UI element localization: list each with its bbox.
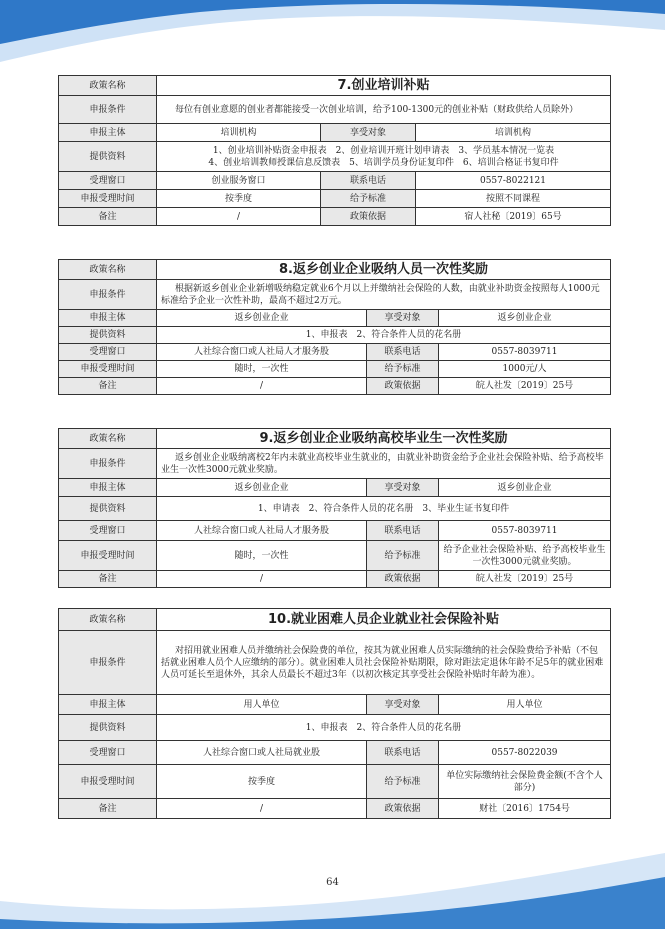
policy-table-8	[58, 259, 611, 395]
policy-title: 8.返乡创业企业吸纳人员一次性奖励	[157, 260, 611, 280]
row-label-materials: 提供资料	[59, 142, 157, 172]
row-label-subject: 申报主体	[59, 479, 157, 497]
policy-title: 7.创业培训补贴	[157, 76, 611, 96]
policy-materials: 1、申报表 2、符合条件人员的花名册	[157, 327, 611, 344]
policy-basis: 皖人社发〔2019〕25号	[439, 378, 611, 395]
policy-table-7	[58, 75, 611, 226]
row-label-standard: 给予标准	[367, 541, 439, 571]
row-label-remark: 备注	[59, 378, 157, 395]
row-label-target: 享受对象	[321, 124, 416, 142]
policy-phone: 0557-8039711	[439, 344, 611, 361]
policy-conditions: 返乡创业企业吸纳离校2年内未就业高校毕业生就业的，由就业补助资金给予企业社会保险补贴、给予高校毕业生一次性3000元就业奖励。	[157, 449, 611, 479]
policy-subject: 返乡创业企业	[157, 310, 367, 327]
materials-line: 1、创业培训补贴资金申报表 2、创业培训开班计划申请表 3、学员基本情况一览表	[212, 145, 555, 156]
policy-title: 9.返乡创业企业吸纳高校毕业生一次性奖励	[157, 429, 611, 449]
row-label-time: 申报受理时间	[59, 765, 157, 799]
row-label-subject: 申报主体	[59, 124, 157, 142]
page-number: 64	[326, 877, 339, 888]
policy-standard: 按照不同课程	[416, 190, 611, 208]
row-label-name: 政策名称	[59, 260, 157, 280]
row-label-window: 受理窗口	[59, 172, 157, 190]
row-label-basis: 政策依据	[367, 799, 439, 819]
policy-conditions: 每位有创业意愿的创业者都能接受一次创业培训，给予100-1300元的创业补贴（财政供给人员除外）	[157, 96, 611, 124]
row-label-target: 享受对象	[367, 310, 439, 327]
policy-remark: /	[157, 799, 367, 819]
row-label-materials: 提供资料	[59, 327, 157, 344]
row-label-standard: 给予标准	[321, 190, 416, 208]
row-label-target: 享受对象	[367, 479, 439, 497]
policy-phone: 0557-8022039	[439, 741, 611, 765]
row-label-subject: 申报主体	[59, 310, 157, 327]
policy-target: 培训机构	[416, 124, 611, 142]
policy-materials: 1、申报表 2、符合条件人员的花名册	[157, 715, 611, 741]
row-label-target: 享受对象	[367, 695, 439, 715]
row-label-basis: 政策依据	[367, 571, 439, 588]
policy-table-9	[58, 428, 611, 588]
policy-remark: /	[157, 378, 367, 395]
policy-standard: 单位实际缴纳社会保险费金额(不含个人部分)	[439, 765, 611, 799]
policy-basis: 财社〔2016〕1754号	[439, 799, 611, 819]
policy-time: 随时，一次性	[157, 541, 367, 571]
row-label-remark: 备注	[59, 571, 157, 588]
row-label-basis: 政策依据	[321, 208, 416, 226]
row-label-time: 申报受理时间	[59, 190, 157, 208]
row-label-conditions: 申报条件	[59, 280, 157, 310]
row-label-standard: 给予标准	[367, 361, 439, 378]
row-label-standard: 给予标准	[367, 765, 439, 799]
policy-target: 用人单位	[439, 695, 611, 715]
policy-table-10	[58, 608, 611, 819]
policy-basis: 皖人社发〔2019〕25号	[439, 571, 611, 588]
policy-remark: /	[157, 571, 367, 588]
row-label-window: 受理窗口	[59, 344, 157, 361]
policy-subject: 用人单位	[157, 695, 367, 715]
policy-title: 10.就业困难人员企业就业社会保险补贴	[157, 609, 611, 631]
policy-time: 按季度	[157, 190, 321, 208]
row-label-name: 政策名称	[59, 76, 157, 96]
row-label-materials: 提供资料	[59, 497, 157, 521]
row-label-subject: 申报主体	[59, 695, 157, 715]
row-label-window: 受理窗口	[59, 741, 157, 765]
policy-materials	[157, 142, 611, 172]
policy-phone: 0557-8022121	[416, 172, 611, 190]
row-label-conditions: 申报条件	[59, 631, 157, 695]
row-label-name: 政策名称	[59, 609, 157, 631]
policy-basis: 宿人社秘〔2019〕65号	[416, 208, 611, 226]
policy-conditions: 对招用就业困难人员并缴纳社会保险费的单位，按其为就业困难人员实际缴纳的社会保险费给予补贴（不包括就业困难人员个人应缴纳的部分）。就业困难人员社会保险补贴期限，除对距法定退休年龄不足5年的就业困难人员可延长至退休外，其余人员最长不超过3年（以初次核定其享受社会保险补贴时年龄为准）。	[157, 631, 611, 695]
policy-target: 返乡创业企业	[439, 479, 611, 497]
row-label-time: 申报受理时间	[59, 541, 157, 571]
row-label-conditions: 申报条件	[59, 96, 157, 124]
policy-window: 人社综合窗口或人社局人才服务股	[157, 521, 367, 541]
policy-standard: 给予企业社会保险补贴、给予高校毕业生一次性3000元就业奖励。	[439, 541, 611, 571]
row-label-phone: 联系电话	[367, 741, 439, 765]
row-label-time: 申报受理时间	[59, 361, 157, 378]
policy-target: 返乡创业企业	[439, 310, 611, 327]
policy-window: 人社综合窗口或人社局就业股	[157, 741, 367, 765]
policy-time: 随时，一次性	[157, 361, 367, 378]
top-wave-decoration	[0, 0, 665, 80]
policy-conditions: 根据新返乡创业企业新增吸纳稳定就业6个月以上并缴纳社会保险的人数，由就业补助资金按照每人1000元标准给予企业一次性补助，最高不超过2万元。	[157, 280, 611, 310]
policy-phone: 0557-8039711	[439, 521, 611, 541]
policy-standard: 1000元/人	[439, 361, 611, 378]
row-label-name: 政策名称	[59, 429, 157, 449]
policy-remark: /	[157, 208, 321, 226]
policy-subject: 培训机构	[157, 124, 321, 142]
row-label-conditions: 申报条件	[59, 449, 157, 479]
policy-window: 创业服务窗口	[157, 172, 321, 190]
policy-window: 人社综合窗口或人社局人才服务股	[157, 344, 367, 361]
row-label-phone: 联系电话	[321, 172, 416, 190]
row-label-remark: 备注	[59, 208, 157, 226]
policy-time: 按季度	[157, 765, 367, 799]
policy-materials: 1、申请表 2、符合条件人员的花名册 3、毕业生证书复印件	[157, 497, 611, 521]
row-label-phone: 联系电话	[367, 521, 439, 541]
row-label-remark: 备注	[59, 799, 157, 819]
policy-subject: 返乡创业企业	[157, 479, 367, 497]
row-label-basis: 政策依据	[367, 378, 439, 395]
row-label-window: 受理窗口	[59, 521, 157, 541]
materials-line: 4、创业培训教师授课信息反馈表 5、培训学员身份证复印件 6、培训合格证书复印件	[208, 157, 559, 168]
row-label-phone: 联系电话	[367, 344, 439, 361]
row-label-materials: 提供资料	[59, 715, 157, 741]
